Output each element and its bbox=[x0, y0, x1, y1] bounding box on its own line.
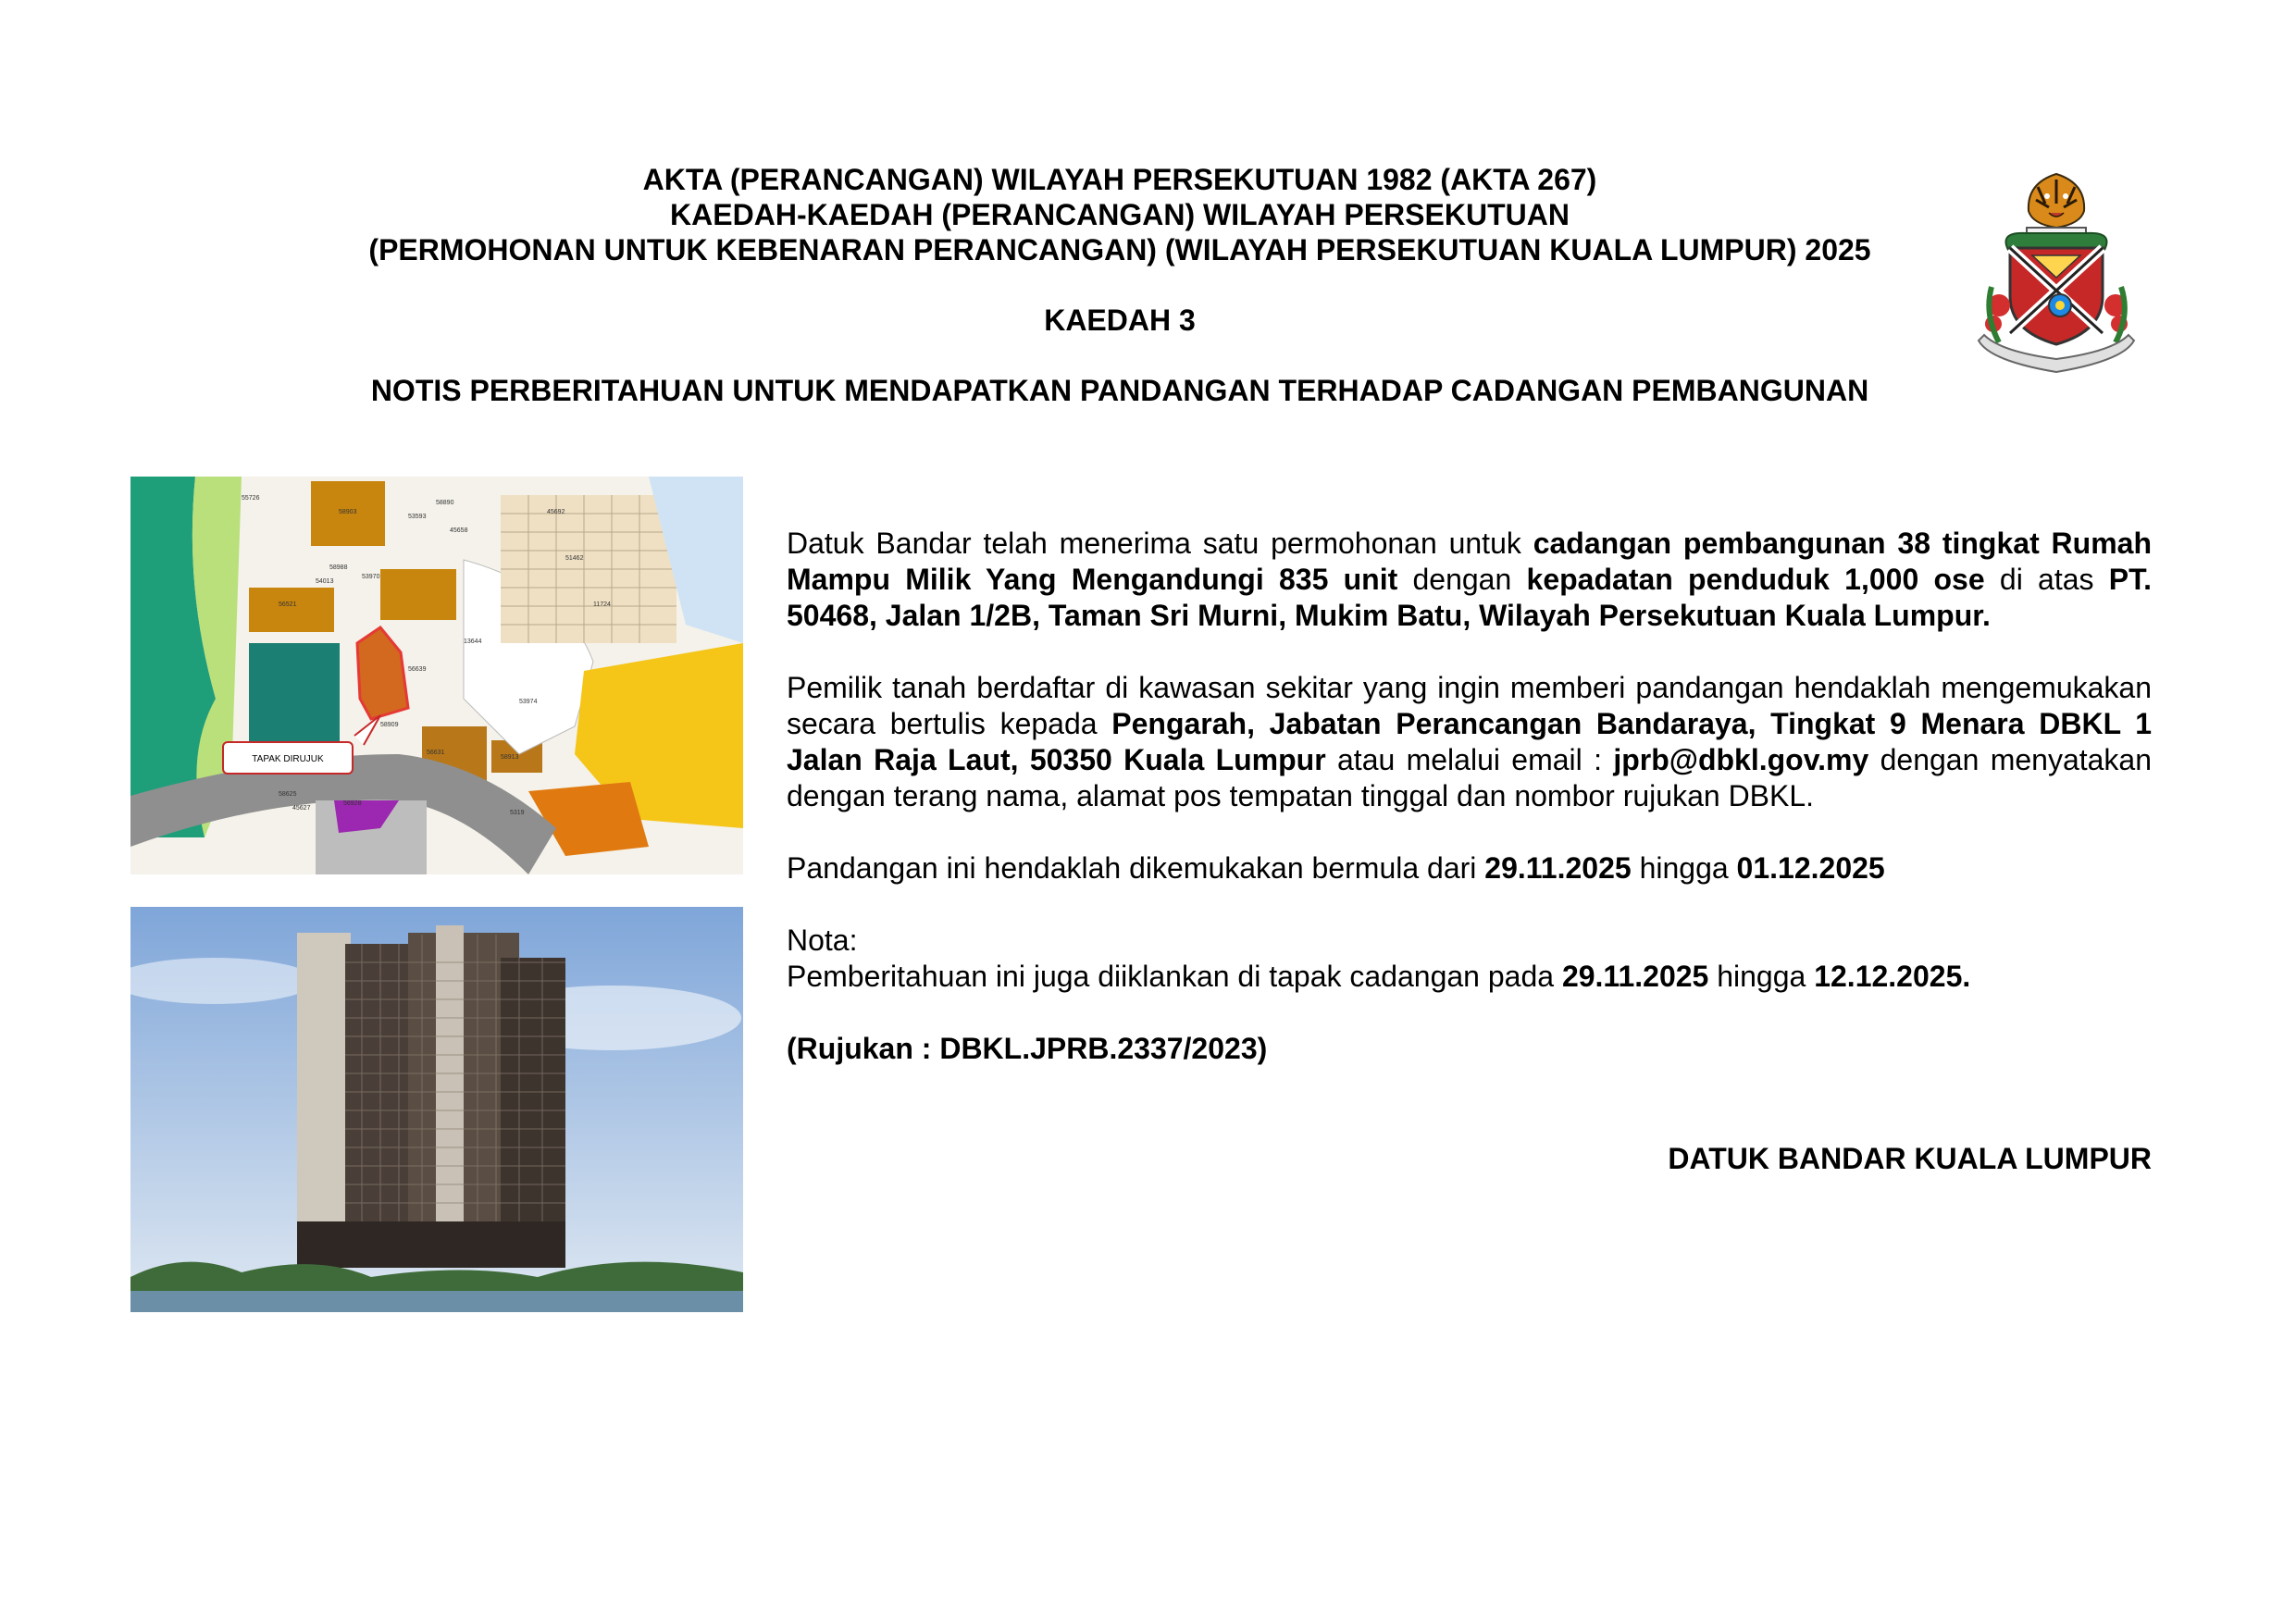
building-rendering bbox=[130, 907, 743, 1312]
end-date: 01.12.2025 bbox=[1736, 851, 1885, 885]
lot-number-label: 53970 bbox=[362, 574, 380, 580]
text-run: dengan menyatakan dengan terang nama, alamat pos tempatan tinggal dan nombor rujukan DBKL. bbox=[787, 743, 2153, 812]
lot-number-label: 55726 bbox=[242, 495, 260, 502]
signature-block: DATUK BANDAR KUALA LUMPUR bbox=[1668, 1142, 2152, 1175]
lot-number-label: 58909 bbox=[380, 722, 399, 728]
text-run: hingga bbox=[1708, 960, 1815, 993]
note-section bbox=[787, 923, 2152, 995]
lot-number-label: 51462 bbox=[565, 555, 584, 562]
notice-title: NOTIS PERBERITAHUAN UNTUK MENDAPATKAN PANDANGAN TERHADAP CADANGAN PEMBANGUNAN bbox=[370, 374, 1869, 407]
text-run: atau melalui email : bbox=[1325, 743, 1614, 776]
lot-number-label: 53974 bbox=[519, 699, 538, 705]
reference-number bbox=[787, 1031, 2152, 1067]
text-run: Pandangan ini hendaklah dikemukakan bermula dari bbox=[787, 851, 1485, 885]
lot-number-label: 56631 bbox=[427, 750, 445, 756]
period-paragraph bbox=[787, 850, 2152, 886]
note-text bbox=[787, 959, 2152, 995]
lot-number-label: 54013 bbox=[316, 578, 334, 585]
text-run: hingga bbox=[1631, 851, 1737, 885]
application-paragraph bbox=[787, 526, 2152, 634]
site-notice-start-date: 29.11.2025 bbox=[1561, 960, 1709, 993]
start-date: 29.11.2025 bbox=[1484, 851, 1632, 885]
location-map bbox=[130, 477, 743, 874]
text-run: di atas bbox=[1984, 563, 2109, 596]
text-run: Pemilik tanah berdaftar di kawasan sekitar yang ingin memberi pandangan hendaklah mengemukakan secara bertulis kepada bbox=[787, 671, 2152, 740]
lot-number-label: 56521 bbox=[279, 601, 297, 608]
lot-number-label: 56639 bbox=[408, 666, 427, 673]
site-address: PT. 50468, Jalan 1/2B, Taman Sri Murni, Mukim Batu, Wilayah Persekutuan Kuala Lumpur. bbox=[787, 563, 2153, 632]
lot-number-label: 11724 bbox=[593, 601, 611, 608]
lot-number-label: 45658 bbox=[450, 527, 468, 534]
lot-number-label: 58625 bbox=[279, 791, 297, 798]
text-run: dengan bbox=[1397, 563, 1527, 596]
note-label: Nota: bbox=[787, 924, 858, 957]
text-run: Datuk Bandar telah menerima satu permohonan untuk bbox=[787, 527, 1533, 560]
submission-paragraph bbox=[787, 670, 2152, 814]
lot-number-label: 58890 bbox=[436, 500, 454, 506]
lot-number-label: 58988 bbox=[329, 564, 348, 571]
rule-number: KAEDAH 3 bbox=[1044, 304, 1196, 337]
lot-number-label: 53593 bbox=[408, 514, 427, 520]
zoning-map-graphic bbox=[130, 477, 743, 874]
rules-subtitle: (PERMOHONAN UNTUK KEBENARAN PERANCANGAN) (WILAYAH PERSEKUTUAN KUALA LUMPUR) 2025 bbox=[368, 233, 1871, 267]
lot-number-label: 5319 bbox=[510, 810, 525, 816]
development-description: cadangan pembangunan 38 tingkat Rumah Mampu Milik Yang Mengandungi 835 unit bbox=[787, 527, 2153, 596]
site-callout-label: TAPAK DIRUJUK bbox=[252, 754, 324, 764]
notice-header bbox=[305, 162, 1934, 408]
dbkl-crest-logo bbox=[1971, 167, 2142, 379]
population-density: kepadatan penduduk 1,000 ose bbox=[1526, 563, 1985, 596]
lot-number-label: 45692 bbox=[547, 509, 565, 515]
lot-number-label: 45627 bbox=[292, 805, 311, 812]
text-run: Pemberitahuan ini juga diiklankan di tapak cadangan pada bbox=[787, 960, 1562, 993]
rules-title: KAEDAH-KAEDAH (PERANCANGAN) WILAYAH PERSEKUTUAN bbox=[670, 198, 1570, 231]
lot-number-label: 56928 bbox=[343, 800, 362, 807]
notice-body bbox=[787, 526, 2152, 1103]
lot-number-label: 58913 bbox=[501, 754, 519, 761]
submission-address: Pengarah, Jabatan Perancangan Bandaraya, Tingkat 9 Menara DBKL 1 Jalan Raja Laut, 50350 Kuala Lumpur bbox=[787, 707, 2153, 776]
contact-email[interactable]: jprb@dbkl.gov.my bbox=[1613, 743, 1869, 776]
site-notice-end-date: 12.12.2025. bbox=[1814, 960, 1971, 993]
lot-number-label: 58903 bbox=[339, 509, 357, 515]
tower-render-graphic bbox=[130, 907, 743, 1312]
reference-text: (Rujukan : DBKL.JPRB.2337/2023) bbox=[787, 1032, 1268, 1065]
lot-number-label: 13644 bbox=[464, 638, 482, 645]
act-title: AKTA (PERANCANGAN) WILAYAH PERSEKUTUAN 1982 (AKTA 267) bbox=[642, 163, 1597, 196]
